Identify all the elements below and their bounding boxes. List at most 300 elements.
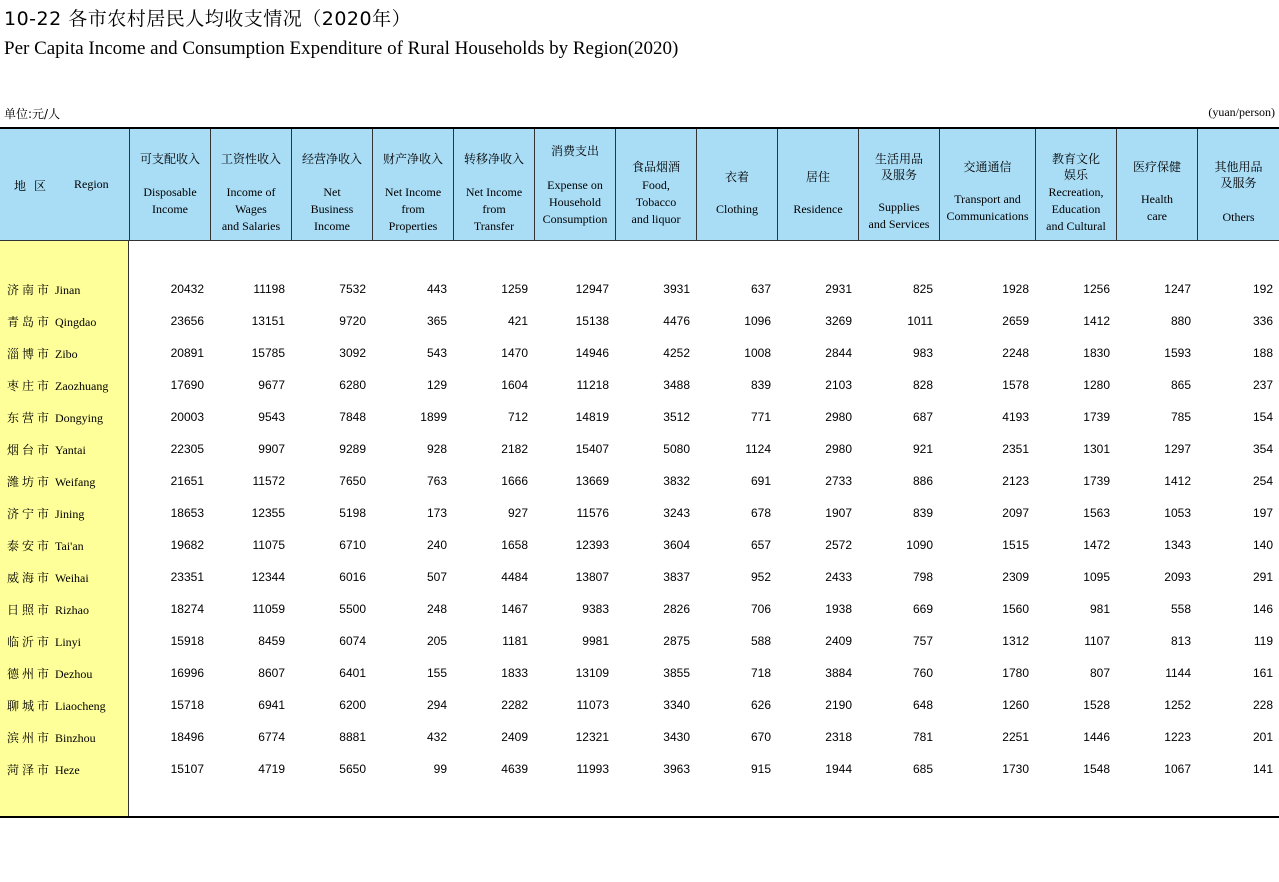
value-cell: 952 xyxy=(750,570,771,584)
value-cell: 839 xyxy=(912,506,933,520)
value-cell: 4484 xyxy=(501,570,528,584)
column-header-chinese: 食品烟酒 xyxy=(631,160,680,174)
value-cell: 1107 xyxy=(1084,634,1110,648)
value-cell: 129 xyxy=(426,378,447,392)
value-cell: 18274 xyxy=(170,602,204,616)
value-cell: 15138 xyxy=(575,314,609,328)
column-header-8 xyxy=(696,129,777,240)
value-cell: 1090 xyxy=(906,538,933,552)
table-row xyxy=(0,337,1279,369)
value-cell: 2248 xyxy=(1002,346,1029,360)
value-cell: 706 xyxy=(750,602,771,616)
value-cell: 99 xyxy=(433,762,447,776)
region-name-chinese: 潍坊市 xyxy=(7,475,53,489)
region-name-english: Weifang xyxy=(55,475,96,489)
column-header-chinese: 可支配收入 xyxy=(139,152,200,166)
value-cell: 981 xyxy=(1089,602,1110,616)
value-cell: 17690 xyxy=(170,378,204,392)
region-cell xyxy=(7,465,95,498)
value-cell: 1938 xyxy=(825,602,852,616)
value-cell: 2282 xyxy=(501,698,528,712)
table-row xyxy=(0,657,1279,689)
column-header-english-line: Tobacco xyxy=(635,195,677,209)
value-cell: 15107 xyxy=(170,762,204,776)
value-cell: 154 xyxy=(1252,410,1273,424)
region-name-english: Tai'an xyxy=(55,539,84,553)
value-cell: 928 xyxy=(426,442,447,456)
value-cell: 1256 xyxy=(1083,282,1110,296)
value-cell: 865 xyxy=(1170,378,1191,392)
value-cell: 2433 xyxy=(825,570,852,584)
value-cell: 637 xyxy=(750,282,771,296)
column-header-english-line: Income of xyxy=(226,185,276,199)
value-cell: 432 xyxy=(426,730,447,744)
column-header-english xyxy=(1036,184,1116,235)
region-name-chinese: 临沂市 xyxy=(7,635,53,649)
column-header-chinese: 居住 xyxy=(805,170,830,184)
value-cell: 11993 xyxy=(576,762,609,776)
value-cell: 983 xyxy=(912,346,933,360)
value-cell: 14819 xyxy=(575,410,609,424)
value-cell: 1223 xyxy=(1164,730,1191,744)
value-cell: 626 xyxy=(750,698,771,712)
table-row xyxy=(0,497,1279,529)
value-cell: 921 xyxy=(912,442,933,456)
value-cell: 23656 xyxy=(170,314,204,328)
column-header-english-line: and Salaries xyxy=(221,219,281,233)
value-cell: 771 xyxy=(750,410,771,424)
value-cell: 15918 xyxy=(170,634,204,648)
value-cell: 687 xyxy=(912,410,933,424)
column-header-english-line: Net Income xyxy=(384,185,442,199)
column-header-chinese: 教育文化 娱乐 xyxy=(1051,152,1100,182)
column-header-14 xyxy=(1197,129,1279,240)
column-header-english-line: and liquor xyxy=(631,212,681,226)
value-cell: 294 xyxy=(426,698,447,712)
value-cell: 22305 xyxy=(170,442,204,456)
region-cell xyxy=(7,273,80,306)
column-header-chinese: 工资性收入 xyxy=(220,152,281,166)
value-cell: 1095 xyxy=(1083,570,1110,584)
value-cell: 8881 xyxy=(339,730,366,744)
unit-label-english: (yuan/person) xyxy=(1208,105,1275,119)
value-cell: 1833 xyxy=(501,666,528,680)
region-name-english: Rizhao xyxy=(55,603,90,617)
value-cell: 12355 xyxy=(251,506,285,520)
value-cell: 1312 xyxy=(1002,634,1029,648)
column-header-11 xyxy=(939,129,1035,240)
region-name-chinese: 济南市 xyxy=(7,283,53,297)
table-row xyxy=(0,593,1279,625)
column-header-3 xyxy=(291,129,372,240)
region-cell xyxy=(7,561,89,594)
value-cell: 2409 xyxy=(501,730,528,744)
region-name-chinese: 青岛市 xyxy=(7,315,53,329)
value-cell: 3092 xyxy=(339,346,366,360)
region-name-english: Linyi xyxy=(55,635,82,649)
value-cell: 588 xyxy=(750,634,771,648)
value-cell: 1563 xyxy=(1083,506,1110,520)
value-cell: 3837 xyxy=(663,570,690,584)
value-cell: 161 xyxy=(1252,666,1273,680)
value-cell: 19682 xyxy=(170,538,204,552)
column-header-english xyxy=(211,184,291,235)
value-cell: 11198 xyxy=(253,282,285,296)
value-cell: 3832 xyxy=(663,474,690,488)
value-cell: 785 xyxy=(1170,410,1191,424)
value-cell: 155 xyxy=(426,666,447,680)
value-cell: 1011 xyxy=(907,314,933,328)
column-header-6 xyxy=(534,129,615,240)
value-cell: 1008 xyxy=(744,346,771,360)
column-header-chinese: 生活用品 及服务 xyxy=(874,152,923,182)
column-header-english-line: Supplies xyxy=(878,200,920,214)
column-header-english-line: Business xyxy=(310,202,354,216)
value-cell: 1412 xyxy=(1164,474,1191,488)
value-cell: 4252 xyxy=(663,346,690,360)
value-cell: 1730 xyxy=(1002,762,1029,776)
value-cell: 4719 xyxy=(258,762,285,776)
table-row xyxy=(0,465,1279,497)
value-cell: 1593 xyxy=(1164,346,1191,360)
value-cell: 3931 xyxy=(663,282,690,296)
column-header-10 xyxy=(858,129,939,240)
region-name-english: Weihai xyxy=(55,571,89,585)
value-cell: 9720 xyxy=(339,314,366,328)
value-cell: 365 xyxy=(426,314,447,328)
value-cell: 5500 xyxy=(339,602,366,616)
value-cell: 3243 xyxy=(663,506,690,520)
column-header-chinese: 其他用品 及服务 xyxy=(1214,160,1263,190)
value-cell: 2572 xyxy=(825,538,852,552)
column-header-chinese: 转移净收入 xyxy=(463,152,524,166)
column-header-english-line: Clothing xyxy=(715,202,758,216)
value-cell: 240 xyxy=(426,538,447,552)
value-cell: 1830 xyxy=(1083,346,1110,360)
column-header-english xyxy=(1198,209,1279,226)
region-cell xyxy=(7,401,103,434)
region-name-chinese: 济宁市 xyxy=(7,507,53,521)
value-cell: 1067 xyxy=(1164,762,1191,776)
table-header xyxy=(0,129,1279,241)
value-cell: 11073 xyxy=(576,698,609,712)
value-cell: 20003 xyxy=(170,410,204,424)
value-cell: 2844 xyxy=(825,346,852,360)
column-header-english-line: Disposable xyxy=(143,185,197,199)
region-name-english: Dongying xyxy=(55,411,104,425)
value-cell: 8459 xyxy=(258,634,285,648)
value-cell: 558 xyxy=(1170,602,1191,616)
value-cell: 828 xyxy=(912,378,933,392)
value-cell: 669 xyxy=(912,602,933,616)
value-cell: 14946 xyxy=(575,346,609,360)
value-cell: 712 xyxy=(507,410,528,424)
region-name-english: Jinan xyxy=(55,283,81,297)
value-cell: 6280 xyxy=(339,378,366,392)
value-cell: 507 xyxy=(426,570,447,584)
value-cell: 1578 xyxy=(1002,378,1029,392)
column-header-english xyxy=(1117,191,1197,225)
value-cell: 205 xyxy=(426,634,447,648)
value-cell: 9907 xyxy=(258,442,285,456)
column-header-english-line: Recreation, xyxy=(1048,185,1104,199)
value-cell: 6401 xyxy=(339,666,366,680)
value-cell: 20891 xyxy=(170,346,204,360)
value-cell: 2409 xyxy=(825,634,852,648)
column-header-english xyxy=(535,177,615,228)
value-cell: 11059 xyxy=(252,602,285,616)
value-cell: 760 xyxy=(912,666,933,680)
region-name-english: Binzhou xyxy=(55,731,96,745)
column-header-english xyxy=(292,184,372,235)
value-cell: 11572 xyxy=(252,474,285,488)
column-header-4 xyxy=(372,129,453,240)
value-cell: 9981 xyxy=(582,634,609,648)
value-cell: 1658 xyxy=(501,538,528,552)
value-cell: 15785 xyxy=(251,346,285,360)
table-row xyxy=(0,433,1279,465)
value-cell: 146 xyxy=(1252,602,1273,616)
value-cell: 237 xyxy=(1252,378,1273,392)
region-header-english: Region xyxy=(74,177,109,191)
column-header-english-line: Net Income xyxy=(465,185,523,199)
value-cell: 7532 xyxy=(339,282,366,296)
value-cell: 1297 xyxy=(1164,442,1191,456)
table-row xyxy=(0,305,1279,337)
column-header-1 xyxy=(129,129,210,240)
value-cell: 11218 xyxy=(576,378,609,392)
value-cell: 1928 xyxy=(1002,282,1029,296)
column-header-english-line: Wages xyxy=(235,202,267,216)
value-cell: 7848 xyxy=(339,410,366,424)
region-cell xyxy=(7,657,92,690)
value-cell: 1124 xyxy=(745,442,771,456)
value-cell: 1944 xyxy=(825,762,852,776)
column-header-english xyxy=(373,184,453,235)
value-cell: 1181 xyxy=(502,634,528,648)
column-header-english-line: Income xyxy=(152,202,188,216)
value-cell: 7650 xyxy=(339,474,366,488)
value-cell: 1467 xyxy=(501,602,528,616)
value-cell: 648 xyxy=(912,698,933,712)
value-cell: 23351 xyxy=(170,570,204,584)
value-cell: 9289 xyxy=(339,442,366,456)
value-cell: 6774 xyxy=(258,730,285,744)
region-name-english: Zibo xyxy=(55,347,78,361)
value-cell: 2733 xyxy=(825,474,852,488)
value-cell: 336 xyxy=(1252,314,1273,328)
value-cell: 1666 xyxy=(501,474,528,488)
region-name-chinese: 日照市 xyxy=(7,603,53,617)
value-cell: 16996 xyxy=(170,666,204,680)
table-row xyxy=(0,753,1279,785)
table-row xyxy=(0,689,1279,721)
value-cell: 421 xyxy=(507,314,528,328)
table-row xyxy=(0,401,1279,433)
value-cell: 3488 xyxy=(663,378,690,392)
value-cell: 13807 xyxy=(575,570,609,584)
value-cell: 1780 xyxy=(1002,666,1029,680)
column-header-english-line: Household xyxy=(549,195,601,209)
value-cell: 1144 xyxy=(1165,666,1191,680)
column-header-english-line: Health xyxy=(1141,192,1173,206)
region-name-english: Liaocheng xyxy=(55,699,106,713)
region-cell xyxy=(7,689,106,722)
value-cell: 3604 xyxy=(663,538,690,552)
value-cell: 880 xyxy=(1170,314,1191,328)
value-cell: 9677 xyxy=(258,378,285,392)
value-cell: 228 xyxy=(1252,698,1273,712)
table-row xyxy=(0,369,1279,401)
region-name-english: Qingdao xyxy=(55,315,97,329)
region-name-chinese: 滨州市 xyxy=(7,731,53,745)
value-cell: 2980 xyxy=(825,410,852,424)
column-header-english xyxy=(454,184,534,235)
value-cell: 3855 xyxy=(663,666,690,680)
table-row xyxy=(0,529,1279,561)
column-header-9 xyxy=(777,129,858,240)
value-cell: 5650 xyxy=(339,762,366,776)
value-cell: 1604 xyxy=(501,378,528,392)
region-name-chinese: 聊城市 xyxy=(7,699,53,713)
region-cell xyxy=(7,625,81,658)
column-header-english xyxy=(859,199,939,233)
value-cell: 201 xyxy=(1252,730,1273,744)
value-cell: 20432 xyxy=(170,282,204,296)
value-cell: 13109 xyxy=(575,666,609,680)
region-cell xyxy=(7,433,86,466)
column-header-english-line: from xyxy=(482,202,506,216)
region-name-english: Heze xyxy=(55,763,80,777)
value-cell: 12947 xyxy=(575,282,609,296)
value-cell: 248 xyxy=(426,602,447,616)
value-cell: 5080 xyxy=(663,442,690,456)
value-cell: 757 xyxy=(912,634,933,648)
value-cell: 1560 xyxy=(1002,602,1029,616)
value-cell: 1907 xyxy=(825,506,852,520)
value-cell: 670 xyxy=(750,730,771,744)
region-cell xyxy=(7,337,78,370)
region-cell xyxy=(7,529,84,562)
value-cell: 1260 xyxy=(1002,698,1029,712)
column-header-english-line: and Services xyxy=(868,217,930,231)
value-cell: 1515 xyxy=(1002,538,1029,552)
value-cell: 3512 xyxy=(663,410,690,424)
value-cell: 1301 xyxy=(1083,442,1110,456)
value-cell: 685 xyxy=(912,762,933,776)
value-cell: 291 xyxy=(1252,570,1273,584)
region-name-chinese: 枣庄市 xyxy=(7,379,53,393)
column-header-english-line: Transfer xyxy=(473,219,515,233)
value-cell: 1247 xyxy=(1164,282,1191,296)
column-header-english-line: Education xyxy=(1051,202,1101,216)
table-row xyxy=(0,273,1279,305)
column-header-13 xyxy=(1116,129,1197,240)
region-name-english: Dezhou xyxy=(55,667,93,681)
column-header-2 xyxy=(210,129,291,240)
value-cell: 6710 xyxy=(339,538,366,552)
region-name-chinese: 东营市 xyxy=(7,411,53,425)
value-cell: 15718 xyxy=(170,698,204,712)
column-header-chinese: 医疗保健 xyxy=(1132,160,1181,174)
value-cell: 1470 xyxy=(501,346,528,360)
column-header-7 xyxy=(615,129,696,240)
value-cell: 21651 xyxy=(170,474,204,488)
value-cell: 5198 xyxy=(339,506,366,520)
value-cell: 2931 xyxy=(825,282,852,296)
column-header-english xyxy=(616,177,696,228)
value-cell: 678 xyxy=(750,506,771,520)
value-cell: 1528 xyxy=(1083,698,1110,712)
value-cell: 1412 xyxy=(1083,314,1110,328)
value-cell: 2103 xyxy=(825,378,852,392)
value-cell: 13151 xyxy=(251,314,285,328)
region-name-chinese: 淄博市 xyxy=(7,347,53,361)
value-cell: 119 xyxy=(1253,634,1273,648)
region-name-english: Zaozhuang xyxy=(55,379,109,393)
value-cell: 173 xyxy=(426,506,447,520)
column-header-5 xyxy=(453,129,534,240)
value-cell: 2875 xyxy=(663,634,690,648)
value-cell: 12344 xyxy=(251,570,285,584)
value-cell: 6074 xyxy=(339,634,366,648)
column-header-english-line: care xyxy=(1147,209,1167,223)
value-cell: 2659 xyxy=(1002,314,1029,328)
unit-label-chinese: 单位:元/人 xyxy=(4,107,61,121)
value-cell: 4476 xyxy=(663,314,690,328)
column-header-english-line: Others xyxy=(1222,210,1255,224)
value-cell: 915 xyxy=(750,762,771,776)
column-header-english-line: Properties xyxy=(388,219,438,233)
value-cell: 1053 xyxy=(1164,506,1191,520)
value-cell: 2190 xyxy=(825,698,852,712)
region-cell xyxy=(7,721,96,754)
value-cell: 2826 xyxy=(663,602,690,616)
value-cell: 2309 xyxy=(1002,570,1029,584)
table-row xyxy=(0,561,1279,593)
value-cell: 1739 xyxy=(1083,474,1110,488)
value-cell: 1343 xyxy=(1164,538,1191,552)
column-header-english-line: from xyxy=(401,202,425,216)
value-cell: 3884 xyxy=(825,666,852,680)
value-cell: 188 xyxy=(1252,346,1273,360)
table-title-chinese: 10-22 各市农村居民人均收支情况（2020年） xyxy=(4,8,412,30)
region-cell xyxy=(7,497,84,530)
column-header-english-line: Expense on xyxy=(547,178,603,192)
value-cell: 1472 xyxy=(1083,538,1110,552)
value-cell: 443 xyxy=(426,282,447,296)
table-bottom-rule xyxy=(0,816,1279,818)
table-row xyxy=(0,721,1279,753)
value-cell: 197 xyxy=(1252,506,1273,520)
column-header-english-line: Communications xyxy=(946,209,1029,223)
value-cell: 11576 xyxy=(576,506,609,520)
value-cell: 6941 xyxy=(258,698,285,712)
region-name-chinese: 菏泽市 xyxy=(7,763,53,777)
column-header-english-line: Residence xyxy=(793,202,843,216)
region-name-chinese: 泰安市 xyxy=(7,539,53,553)
value-cell: 6016 xyxy=(339,570,366,584)
region-name-chinese: 烟台市 xyxy=(7,443,53,457)
value-cell: 1259 xyxy=(501,282,528,296)
column-header-english xyxy=(778,201,858,218)
region-name-english: Jining xyxy=(55,507,85,521)
column-header-english-line: Food, xyxy=(642,178,670,192)
value-cell: 886 xyxy=(912,474,933,488)
column-header-chinese: 消费支出 xyxy=(550,144,599,158)
column-header-chinese: 交通通信 xyxy=(963,160,1012,174)
value-cell: 3963 xyxy=(663,762,690,776)
